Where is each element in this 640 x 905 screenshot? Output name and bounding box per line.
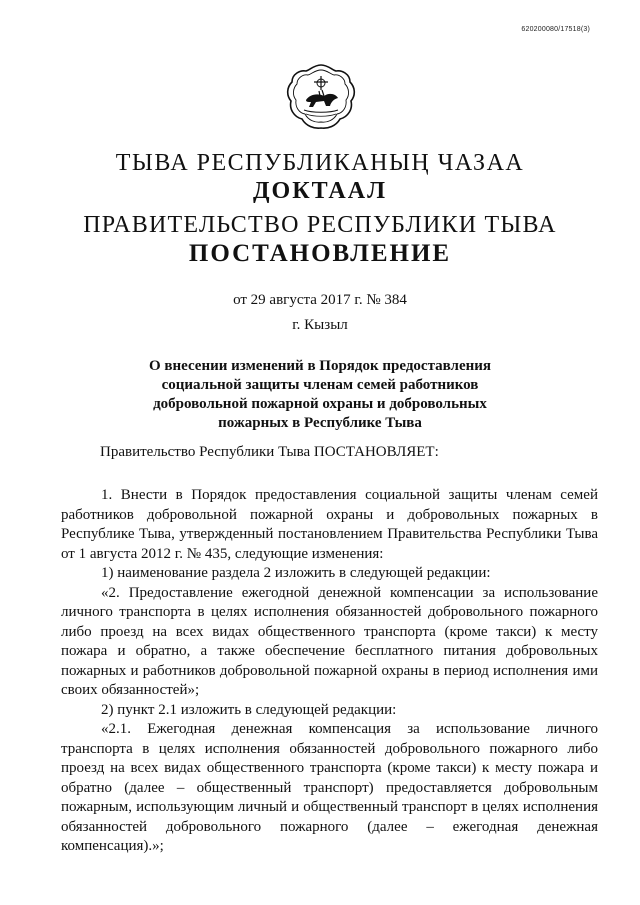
body-paragraph: «2. Предоставление ежегодной денежной компенсации за использование личного транспорта в целях исполнения обязанностей добровольного пожарного либо проезд на всех видах общественного транспорта (кроме такси) к месту пожара и обратно, а также обеспечение бесплатного питания добровольных пожарных и работников добровольной пожарной охраны в период исполнения ими своих обязанностей»; bbox=[61, 584, 598, 698]
body-paragraph: «2.1. Ежегодная денежная компенсация за использование личного транспорта в целях исполнения обязанностей добровольного пожарного либо проезд на всех видах общественного транспорта (кроме такси) к месту пожара и обратно (далее – общественный транспорт) предоставляется добровольным пожарным, использующим личный и общественный транспорт в целях исполнения обязанностей добровольного пожарного (далее – ежегодная денежная компенсация).»; bbox=[61, 721, 598, 854]
header-doctaal: ДОКТААЛ bbox=[253, 178, 387, 204]
body-paragraph: 1. Внести в Порядок предоставления социальной защиты членам семей работников добровольной пожарной охраны и добровольных пожарных в Республике Тыва, утвержденный постановлением Правительства Республики Тыва от 1 августа 2012 г. № 435, следующие изменения: bbox=[61, 487, 598, 562]
subject-line: О внесении изменений в Порядок предоставления bbox=[148, 358, 492, 374]
decree-statement: Правительство Республики Тыва ПОСТАНОВЛЯЕТ: bbox=[100, 444, 439, 460]
document-city: г. Кызыл bbox=[292, 317, 348, 333]
header-postanovlenie: ПОСТАНОВЛЕНИЕ bbox=[188, 240, 452, 267]
body-paragraph: 1) наименование раздела 2 изложить в следующей редакции: bbox=[101, 565, 491, 581]
tuva-emblem-icon bbox=[284, 62, 358, 132]
subject-line: социальной защиты членам семей работников bbox=[161, 377, 479, 393]
header-government: ПРАВИТЕЛЬСТВО РЕСПУБЛИКИ ТЫВА bbox=[83, 212, 557, 238]
body-paragraph: 2) пункт 2.1 изложить в следующей редакции: bbox=[101, 701, 397, 718]
document-id: 620200080/17518(3) bbox=[521, 26, 590, 33]
document-body bbox=[61, 486, 598, 857]
subject-line: пожарных в Республике Тыва bbox=[218, 415, 422, 431]
document-date: от 29 августа 2017 г. № 384 bbox=[233, 292, 407, 308]
subject-line: добровольной пожарной охраны и добровольных bbox=[153, 396, 487, 412]
header-tyva-government: ТЫВА РЕСПУБЛИКАНЫҢ ЧАЗАА bbox=[115, 150, 525, 176]
document-subject bbox=[0, 357, 640, 433]
